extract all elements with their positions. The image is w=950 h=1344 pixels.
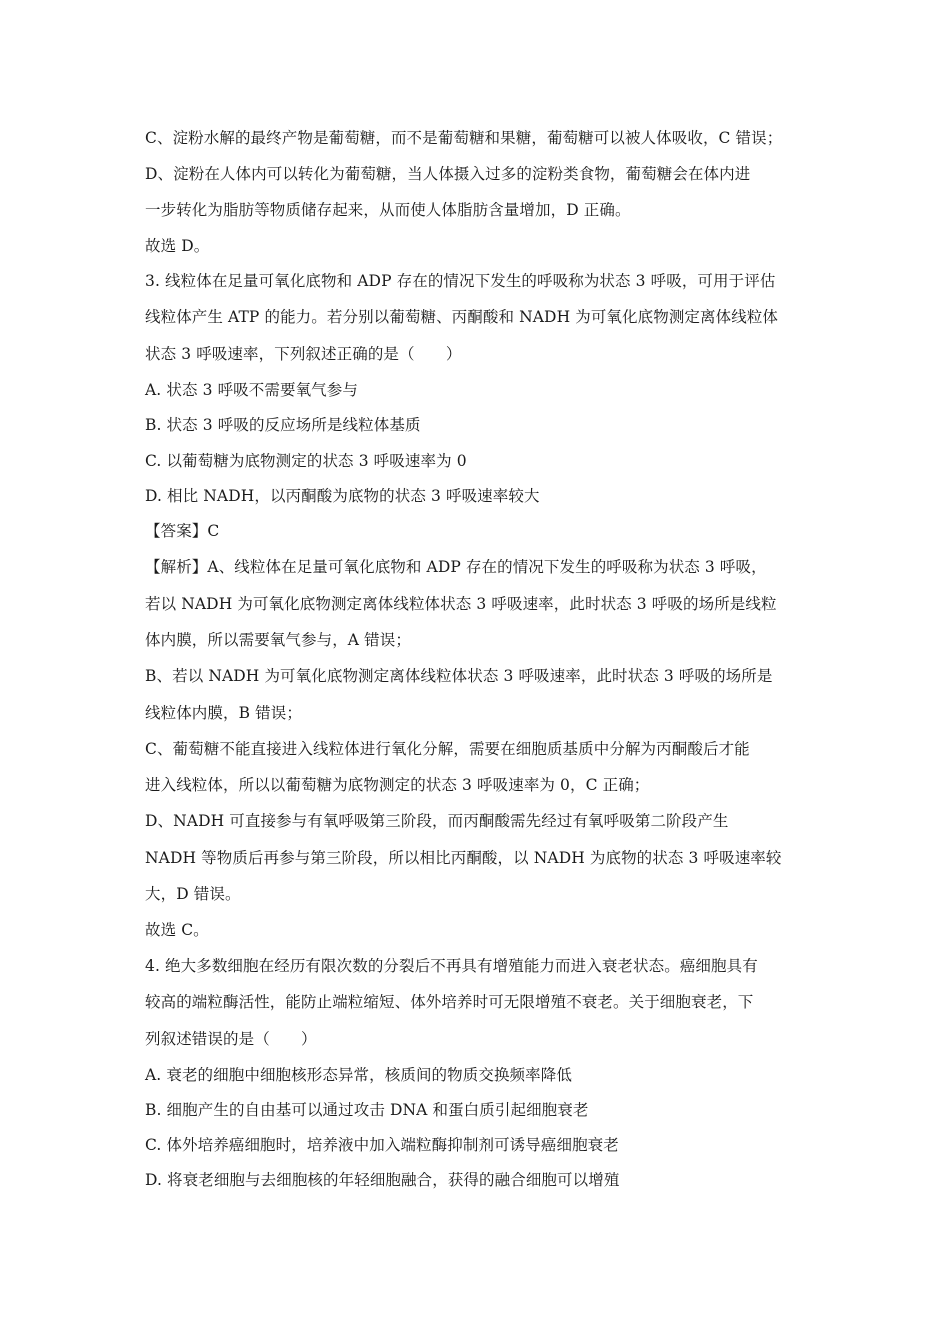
text-line: 一步转化为脂肪等物质储存起来，从而使人体脂肪含量增加，D 正确。	[145, 201, 631, 219]
text-line: 线粒体内膜，B 错误；	[145, 704, 302, 722]
option-d: D. 将衰老细胞与去细胞核的年轻细胞融合，获得的融合细胞可以增殖	[145, 1171, 620, 1189]
text-line: C、淀粉水解的最终产物是葡萄糖，而不是葡萄糖和果糖，葡萄糖可以被人体吸收，C 错误；	[145, 129, 783, 147]
option-a: A. 衰老的细胞中细胞核形态异常，核质间的物质交换频率降低	[145, 1066, 572, 1084]
text-line: 进入线粒体，所以以葡萄糖为底物测定的状态 3 呼吸速率为 0，C 正确；	[145, 776, 650, 794]
text-line: 线粒体产生 ATP 的能力。若分别以葡萄糖、丙酮酸和 NADH 为可氧化底物测定离体线粒体	[145, 308, 779, 326]
text-line: 体内膜，所以需要氧气参与，A 错误；	[145, 631, 411, 649]
option-b: B. 状态 3 呼吸的反应场所是线粒体基质	[145, 416, 421, 434]
text-line: 若以 NADH 为可氧化底物测定离体线粒体状态 3 呼吸速率，此时状态 3 呼吸的场所是线粒	[145, 595, 777, 613]
option-b: B. 细胞产生的自由基可以通过攻击 DNA 和蛋白质引起细胞衰老	[145, 1101, 589, 1119]
text-line: 故选 C。	[145, 921, 209, 939]
option-c: C. 以葡萄糖为底物测定的状态 3 呼吸速率为 0	[145, 452, 467, 470]
option-d: D. 相比 NADH，以丙酮酸为底物的状态 3 呼吸速率较大	[145, 487, 540, 505]
text-line: 状态 3 呼吸速率，下列叙述正确的是（ ）	[145, 345, 462, 363]
text-line: NADH 等物质后再参与第三阶段，所以相比丙酮酸，以 NADH 为底物的状态 3 呼吸速率较	[145, 849, 782, 867]
option-c: C. 体外培养癌细胞时，培养液中加入端粒酶抑制剂可诱导癌细胞衰老	[145, 1136, 619, 1154]
text-line: 故选 D。	[145, 237, 210, 255]
text-line: 较高的端粒酶活性，能防止端粒缩短、体外培养时可无限增殖不衰老。关于细胞衰老，下	[145, 993, 754, 1011]
answer: 【答案】C	[145, 522, 220, 540]
question-3-stem: 3. 线粒体在足量可氧化底物和 ADP 存在的情况下发生的呼吸称为状态 3 呼吸，可用于评估	[145, 272, 776, 290]
text-line: B、若以 NADH 为可氧化底物测定离体线粒体状态 3 呼吸速率，此时状态 3 呼吸的场所是	[145, 667, 773, 685]
question-4-stem: 4. 绝大多数细胞在经历有限次数的分裂后不再具有增殖能力而进入衰老状态。癌细胞具有	[145, 957, 758, 975]
option-a: A. 状态 3 呼吸不需要氧气参与	[145, 381, 358, 399]
text-line: C、葡萄糖不能直接进入线粒体进行氧化分解，需要在细胞质基质中分解为丙酮酸后才能	[145, 740, 750, 758]
text-line: 列叙述错误的是（ ）	[145, 1030, 317, 1048]
text-line: D、淀粉在人体内可以转化为葡萄糖，当人体摄入过多的淀粉类食物，葡萄糖会在体内进	[145, 165, 751, 183]
text-line: D、NADH 可直接参与有氧呼吸第三阶段，而丙酮酸需先经过有氧呼吸第二阶段产生	[145, 812, 729, 830]
analysis: 【解析】A、线粒体在足量可氧化底物和 ADP 存在的情况下发生的呼吸称为状态 3 呼吸，	[145, 558, 767, 576]
text-line: 大，D 错误。	[145, 885, 241, 903]
